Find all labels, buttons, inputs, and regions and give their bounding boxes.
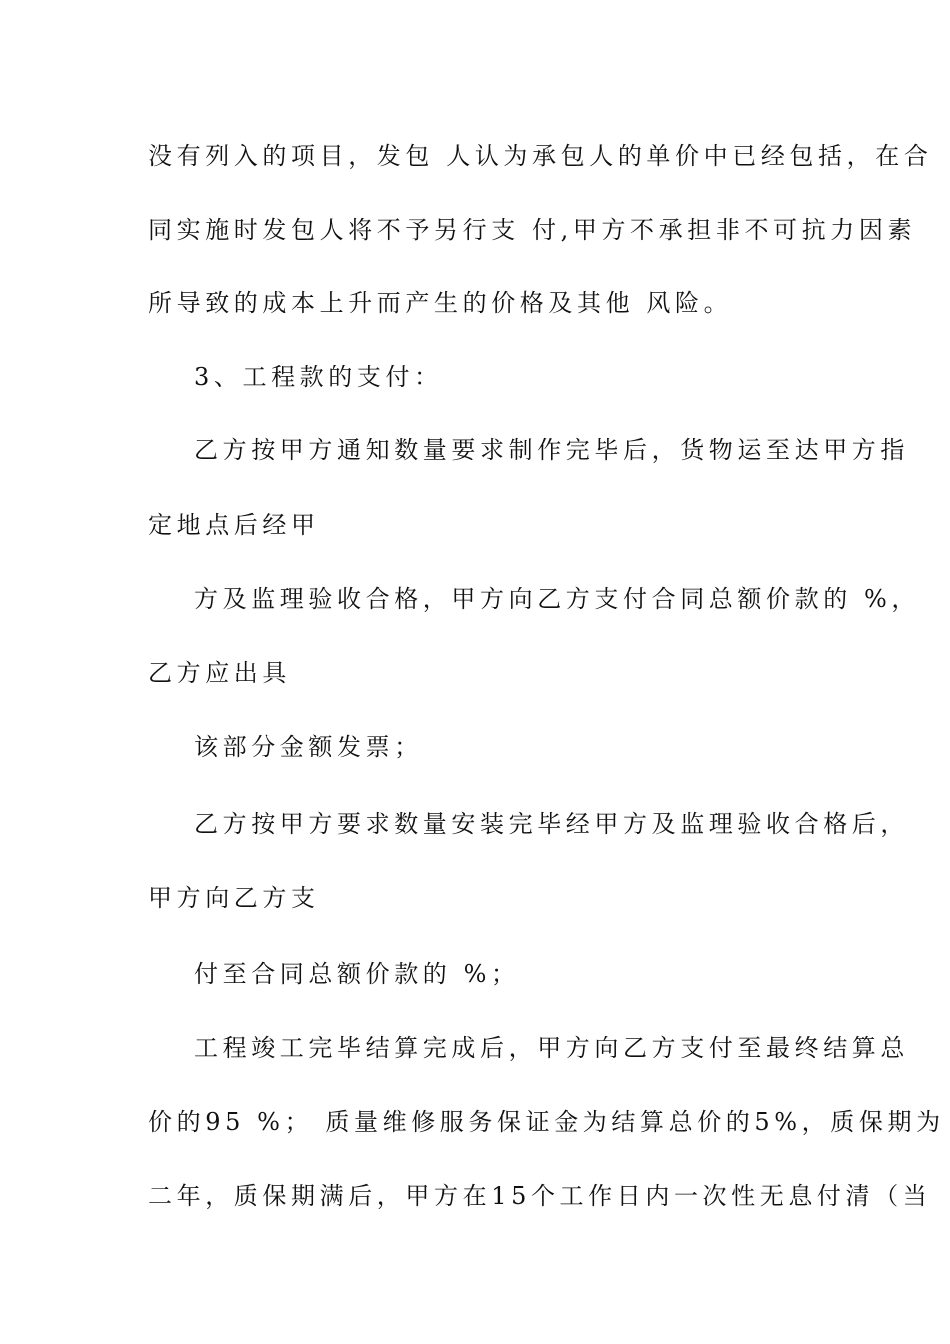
body-text-line: 方及监理验收合格，甲方向乙方支付合同总额价款的 %， (194, 585, 921, 613)
body-text-line: 价的95 %； 质量维修服务保证金为结算总价的5%，质保期为 (148, 1108, 945, 1136)
body-text-line: 付至合同总额价款的 %； (194, 960, 520, 988)
body-text-line: 同实施时发包人将不予另行支 付,甲方不承担非不可抗力因素 (148, 216, 917, 244)
body-text-line: 没有列入的项目，发包 人认为承包人的单价中已经包括，在合 (148, 142, 933, 170)
body-text-line: 该部分金额发票； (194, 733, 423, 761)
body-text-line: 乙方按甲方通知数量要求制作完毕后，货物运至达甲方指 (194, 436, 909, 464)
body-text-line: 二年，质保期满后，甲方在15个工作日内一次性无息付清（当 (148, 1182, 932, 1210)
body-text-line: 定地点后经甲 (148, 511, 320, 539)
body-text-line: 所导致的成本上升而产生的价格及其他 风险。 (148, 289, 733, 317)
body-text-line: 工程竣工完毕结算完成后，甲方向乙方支付至最终结算总 (194, 1034, 909, 1062)
body-text-line: 乙方按甲方要求数量安装完毕经甲方及监理验收合格后， (194, 810, 909, 838)
body-text-line: 甲方向乙方支 (148, 884, 320, 912)
body-text-line: 乙方应出具 (148, 659, 291, 687)
section-heading: 3、工程款的支付： (194, 363, 443, 391)
